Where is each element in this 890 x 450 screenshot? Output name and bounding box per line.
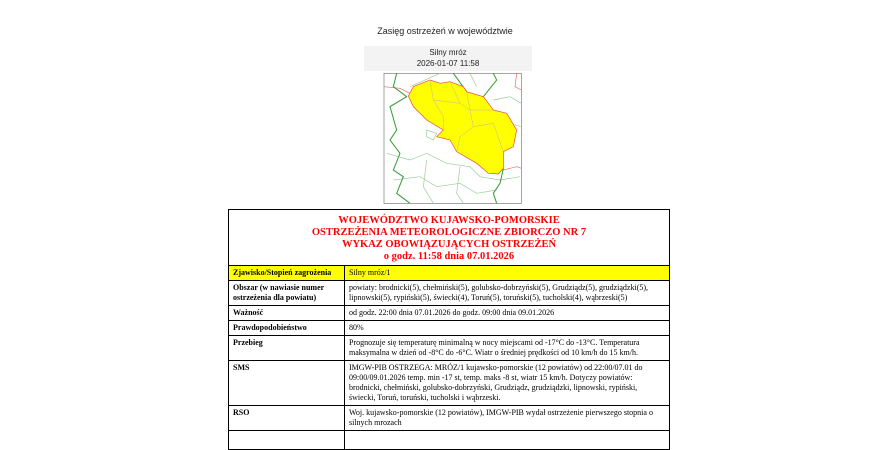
row-label: Obszar (w nawiasie numer ostrzeżenia dla powiatu) (229, 281, 345, 306)
table-row (229, 321, 670, 336)
row-value: 80% (345, 321, 670, 336)
table-header (229, 210, 670, 266)
table-row (229, 306, 670, 321)
header-line: OSTRZEŻENIA METEOROLOGICZNE ZBIORCZO NR 7 (311, 227, 587, 238)
row-value: Prognozuje się temperaturę minimalną w nocy miejscami od -17°C do -13°C. Temperatura maksymalna w dzień od -8°C do -6°C. Wiatr o średniej prędkości od 10 km/h do 15 km/h. (345, 336, 670, 361)
row-value: Woj. kujawsko-pomorskie (12 powiatów), IMGW-PIB wydał ostrzeżenie pierwszego stopnia o silnych mrozach (345, 406, 670, 431)
row-label: Przebieg (229, 336, 345, 361)
row-label: SMS (229, 361, 345, 406)
table-row (229, 406, 670, 431)
table-row (229, 431, 670, 450)
row-value: powiaty: brodnicki(5), chełmiński(5), golubsko-dobrzyński(5), Grudziądz(5), grudziądzki(5), lipnowski(5), rypiński(5), świecki(4), Toruń(5), toruński(5), tucholski(4), wąbrzeski(5) (345, 281, 670, 306)
table-header-row (229, 210, 670, 266)
table-row (229, 266, 670, 281)
row-label: Prawdopodobieństwo (229, 321, 345, 336)
phenomenon-label: Silny mróz (429, 48, 467, 57)
warning-map (360, 20, 540, 210)
row-label (229, 431, 345, 450)
row-label: Zjawisko/Stopień zagrożenia (229, 266, 345, 281)
datetime-label: 2026-01-07 11:58 (416, 59, 480, 68)
row-label: RSO (229, 406, 345, 431)
row-label: Ważność (229, 306, 345, 321)
table-row (229, 361, 670, 406)
header-line: o godz. 11:58 dnia 07.01.2026 (383, 251, 515, 262)
map-title: Zasięg ostrzeżeń w województwie (377, 26, 513, 36)
row-value: Silny mróz/1 (345, 266, 670, 281)
row-value (345, 431, 670, 450)
table-row (229, 281, 670, 306)
row-value: IMGW-PIB OSTRZEGA: MRÓZ/1 kujawsko-pomorskie (12 powiatów) od 22:00/07.01 do 09:00/09.01.2026 temp. min -17 st, temp. maks -8 st, wiatr 15 km/h. Dotyczy powiatów: brodnicki, chełmiński, golubsko-dobrzyński, Grudziądz, grudziądzki, lipnowski, rypiński, świecki, Toruń, toruński, tucholski i wąbrzeski. (345, 361, 670, 406)
header-line: WOJEWÓDZTWO KUJAWSKO-POMORSKIE (338, 215, 560, 226)
header-line: WYKAZ OBOWIĄZUJĄCYCH OSTRZEŻEŃ (341, 239, 557, 250)
table-row (229, 336, 670, 361)
warnings-table (228, 209, 670, 450)
row-value: od godz. 22:00 dnia 07.01.2026 do godz. 09:00 dnia 09.01.2026 (345, 306, 670, 321)
